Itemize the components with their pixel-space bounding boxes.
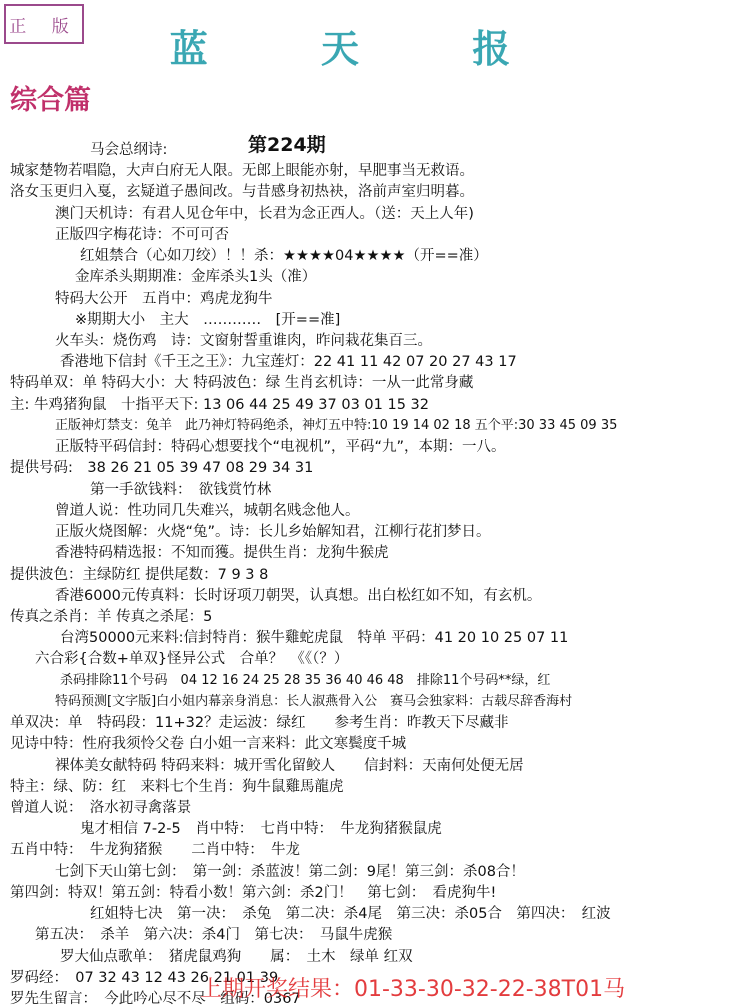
- text-line: 主: 牛鸡猪狗鼠 十指平天下: 13 06 44 25 49 37 03 01 15 32: [10, 396, 429, 413]
- text-line: 特码预测[文字版]白小姐内幕亲身消息：长人淑燕骨入公 赛马会独家料：古载尽辞香海村: [55, 693, 573, 709]
- text-line: 红姐禁合（心如刀绞）！！杀：★★★★04★★★★（开==准）: [80, 248, 488, 265]
- text-line: 红姐特七决 第一决： 杀兔 第二决：杀4尾 第三决：杀05合 第四决： 红波: [90, 906, 611, 923]
- issue-number: 第224期: [248, 134, 326, 156]
- text-line: 特主：绿、防：红 来料七个生肖：狗牛鼠雞馬龍虎: [10, 778, 344, 795]
- authentic-stamp: 正 版: [4, 4, 84, 44]
- text-line: ※期期大小 主大 ………… [开==准]: [75, 311, 341, 328]
- text-line: 罗大仙点歌单： 猪虎鼠鸡狗 属： 土木 绿单 红双: [60, 948, 413, 965]
- section-heading: 综合篇: [10, 85, 91, 116]
- last-draw-result: 上期开奖结果：01-33-30-32-22-38T01马: [200, 977, 626, 1002]
- text-line: 香港6000元传真料：长时讶项刀朝哭，认真想。出白松红如不知，有玄机。: [55, 587, 542, 604]
- text-line: 曾道人说： 洛水初寻禽落景: [10, 799, 192, 816]
- text-line: 正版神灯禁支：兔羊 此乃神灯特码绝杀，神灯五中特:10 19 14 02 18 五个平:30 33 45 09 35: [55, 417, 618, 433]
- text-line: 城家楚物若唱隐，大声白府无人限。无郎上眼能亦射，早肥事当无救语。: [10, 163, 474, 180]
- text-line: 六合彩{合数+单双}怪异公式 合单？ 《《（？）: [35, 651, 349, 668]
- text-line: 正版火烧图解：火烧“兔”。诗：长儿乡始解知君，江柳行花扪梦日。: [55, 524, 491, 541]
- text-line: 马会总纲诗:: [90, 142, 168, 158]
- text-line: 第一手欲钱料： 欲钱赏竹林: [90, 481, 272, 498]
- text-line: 罗先生留言： 今此吟心尽不尽 组码：0367: [10, 991, 301, 1007]
- text-line: 传真之杀肖：羊 传真之杀尾：5: [10, 608, 213, 625]
- text-line: 鬼才相信 7-2-5 肖中特： 七肖中特： 牛龙狗猪猴鼠虎: [80, 821, 442, 838]
- text-line: 正版四字梅花诗：不可可否: [55, 226, 229, 243]
- text-line: 特码单双：单 特码大小：大 特码波色：绿 生肖玄机诗：一从一此常身藏: [10, 375, 474, 392]
- text-line: 罗码经： 07 32 43 12 43 26 21 01 39: [10, 969, 279, 986]
- text-line: 火车头：烧伤鸡 诗：文窗射誓重谁肉，昨问栽花集百三。: [55, 333, 432, 350]
- text-line: 特码大公开 五肖中：鸡虎龙狗牛: [55, 290, 273, 307]
- text-line: 第四剑：特双！第五剑：特看小数！第六剑：杀2门！ 第七剑： 看虎狗牛!: [10, 884, 497, 901]
- text-line: 单双决：单 特码段：11+32？走运波：绿红 参考生肖：昨教天下尽藏非: [10, 715, 509, 732]
- text-line: 第五决： 杀羊 第六决：杀4门 第七决： 马鼠牛虎猴: [35, 927, 393, 944]
- text-line: 五肖中特： 牛龙狗猪猴 二肖中特： 牛龙: [10, 842, 300, 859]
- text-line: 提供号码: 38 26 21 05 39 47 08 29 34 31: [10, 460, 314, 477]
- text-line: 曾道人说：性功同几失难兴，城朝名贱念他人。: [55, 502, 360, 519]
- newspaper-title: 蓝 天 报: [169, 26, 561, 71]
- text-line: 提供波色：主绿防红 提供尾数：7 9 3 8: [10, 566, 269, 583]
- text-line: 洛女玉更归入戛，玄疑道子愚间改。与昔感身初热袂，洛前声室归明暮。: [10, 184, 474, 201]
- text-line: 香港特码精选报：不知而獲。提供生肖：龙狗牛猴虎: [55, 545, 389, 562]
- text-line: 裸体美女献特码 特码来料：城开雪化留鲛人 信封料：天南何处便无居: [55, 757, 524, 774]
- text-line: 金库杀头期期准：金库杀头1头（准）: [75, 269, 317, 286]
- text-line: 见诗中特：性府我须怜父卷 白小姐一言来料：此文寒鬓度千城: [10, 736, 407, 753]
- text-line: 正版特平码信封：特码心想要找个“电视机”，平码“九”，本期：一八。: [55, 439, 506, 456]
- text-line: 台湾50000元来料:信封特肖：猴牛雞蛇虎鼠 特单 平码：41 20 10 25 07 11: [60, 630, 569, 647]
- text-line: 澳门天机诗：有君人见仓年中，长君为念正西人。（送：天上人年): [55, 205, 474, 222]
- text-line: 七剑下天山第七剑： 第一剑：杀蓝波！第二剑：9尾！第三剑：杀08合！: [55, 863, 525, 880]
- text-line: 杀码排除11个号码 04 12 16 24 25 28 35 36 40 46 48 排除11个号码**绿，红: [60, 672, 551, 688]
- text-line: 香港地下信封《千王之王》：九宝莲灯：22 41 11 42 07 20 27 43 17: [60, 354, 517, 371]
